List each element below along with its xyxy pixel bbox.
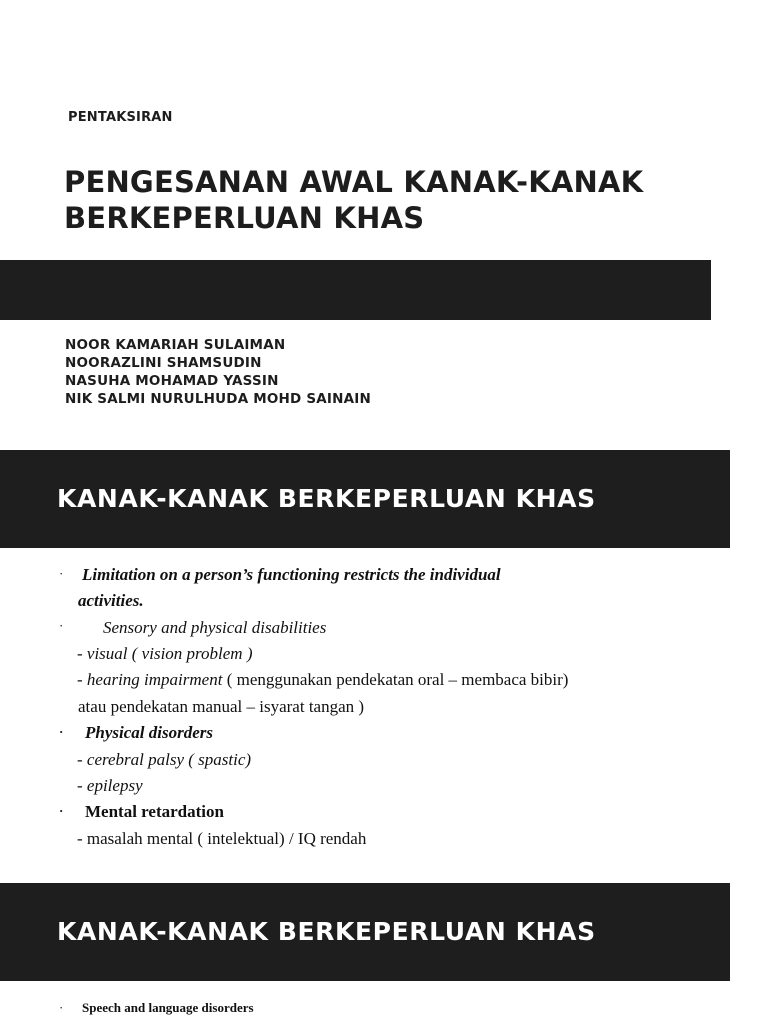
cerebral-item: - cerebral palsy ( spastic)	[77, 750, 252, 769]
dark-band	[0, 260, 711, 320]
hearing-prefix: -	[77, 670, 87, 689]
slide-heading: KANAK-KANAK BERKEPERLUAN KHAS	[57, 917, 596, 946]
title-line-1: PENGESANAN AWAL KANAK-KANAK	[64, 165, 644, 199]
bullet-icon: ·	[59, 618, 64, 633]
slide-banner	[0, 450, 730, 548]
author-name: NOORAZLINI SHAMSUDIN	[65, 355, 262, 371]
bullet-icon: ·	[59, 803, 64, 818]
slide-title	[64, 164, 724, 236]
slide-banner	[0, 883, 730, 981]
hearing-item-cont: atau pendekatan manual – isyarat tangan )	[78, 697, 365, 716]
sensory-item: Sensory and physical disabilities	[103, 618, 327, 637]
mental-heading: Mental retardation	[85, 802, 224, 821]
slide-heading: KANAK-KANAK BERKEPERLUAN KHAS	[57, 484, 596, 513]
speech-item: Speech and language disorders	[82, 1000, 254, 1015]
bullet-icon: ·	[59, 566, 64, 581]
epilepsy-item: - epilepsy	[77, 776, 143, 795]
author-list	[65, 336, 371, 408]
physical-heading: Physical disorders	[85, 723, 213, 742]
hearing-item	[77, 669, 568, 691]
author-name: NASUHA MOHAMAD YASSIN	[65, 373, 279, 389]
author-name: NIK SALMI NURULHUDA MOHD SAINAIN	[65, 391, 372, 407]
visual-item: - visual ( vision problem )	[77, 644, 253, 663]
bullet-icon: ·	[59, 724, 64, 739]
limitation-text-cont: activities.	[78, 591, 144, 610]
author-name: NOOR KAMARIAH SULAIMAN	[65, 337, 286, 353]
hearing-term: hearing impairment	[86, 670, 223, 689]
slide-label: PENTAKSIRAN	[68, 110, 173, 125]
hearing-detail: ( menggunakan pendekatan oral – membaca bibir)	[222, 670, 569, 689]
mental-item: - masalah mental ( intelektual) / IQ rendah	[77, 829, 367, 848]
bullet-icon: ·	[59, 1000, 64, 1015]
limitation-text: Limitation on a person’s functioning restricts the individual	[82, 565, 501, 584]
title-line-2: BERKEPERLUAN KHAS	[64, 201, 425, 235]
